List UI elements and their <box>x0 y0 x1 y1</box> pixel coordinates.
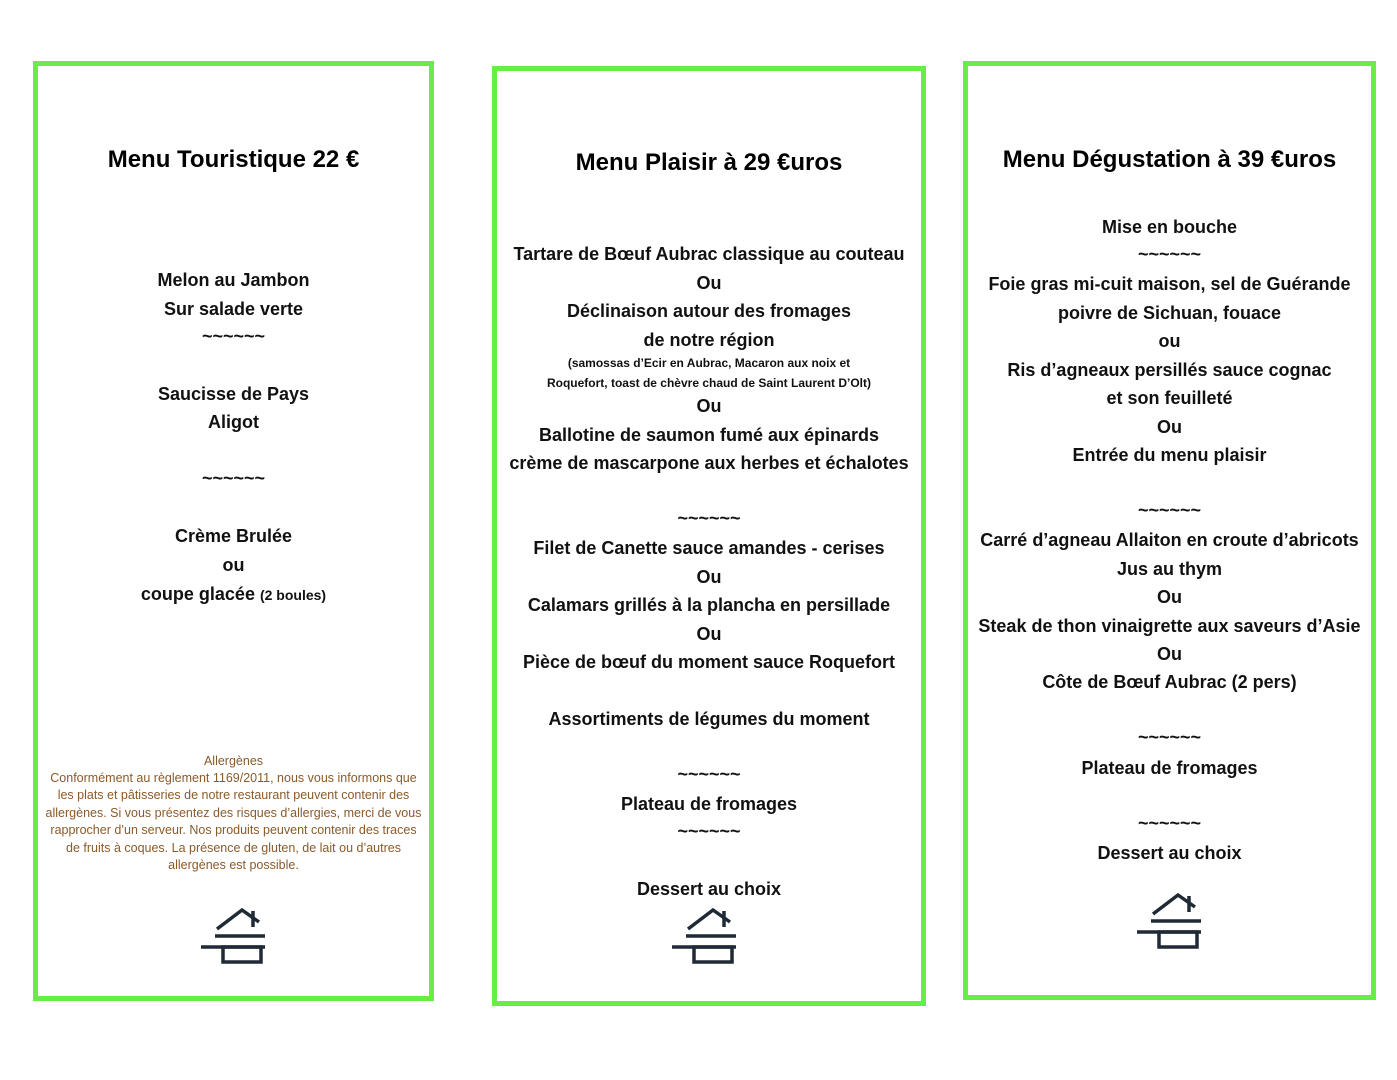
course-separator: ~~~~~~ <box>677 821 741 841</box>
menu-item: et son feuilleté <box>1106 388 1233 408</box>
menu-title: Menu Touristique 22 € <box>107 146 360 173</box>
menu-item: poivre de Sichuan, fouace <box>1057 303 1282 323</box>
menu-item: Aligot <box>208 412 259 432</box>
course-separator: ~~~~~~ <box>1137 727 1202 747</box>
menu-item: Dessert au choix <box>1097 843 1242 863</box>
course-separator: ~~~~~~ <box>677 764 741 784</box>
homemade-house-icon <box>199 905 271 965</box>
menu-item-note: Roquefort, toast de chèvre chaud de Saint Laurent D’Olt) <box>546 376 872 390</box>
menu-item: Ou <box>696 624 722 644</box>
menu-item: ou <box>1158 331 1181 351</box>
menu-item: Ou <box>1157 587 1182 607</box>
menu-item: Melon au Jambon <box>157 270 310 290</box>
course-separator: ~~~~~~ <box>201 326 266 346</box>
menu-item: Ou <box>1157 417 1182 437</box>
menu-item: Ballotine de saumon fumé aux épinards <box>538 425 880 445</box>
menu-item-note: (2 boules) <box>259 587 327 603</box>
menu-item: Sur salade verte <box>163 299 304 319</box>
menu-item: Dessert au choix <box>636 879 782 899</box>
menu-item: Crème Brulée <box>174 526 293 546</box>
menu-degustation-panel <box>963 61 1376 1000</box>
menu-plaisir-panel <box>492 66 926 1006</box>
menu-item: Assortiments de légumes du moment <box>548 709 870 729</box>
menu-item: Ou <box>696 396 722 416</box>
menu-item: ou <box>222 555 245 575</box>
menu-item: Saucisse de Pays <box>157 384 310 404</box>
menu-item: Entrée du menu plaisir <box>1072 445 1267 465</box>
menu-item-note: (samossas d’Ecir en Aubrac, Macaron aux noix et <box>567 356 851 370</box>
menu-item: Plateau de fromages <box>620 794 798 814</box>
menu-item: Côte de Bœuf Aubrac (2 pers) <box>1042 672 1297 692</box>
menu-title: Menu Dégustation à 39 €uros <box>1002 146 1337 173</box>
course-separator: ~~~~~~ <box>201 468 266 488</box>
menu-item: Déclinaison autour des fromages <box>566 301 852 321</box>
menu-item: Carré d’agneau Allaiton en croute d’abricots <box>980 530 1359 550</box>
menu-title: Menu Plaisir à 29 €uros <box>575 149 843 176</box>
allergen-notice: Conformément au règlement 1169/2011, nous vous informons que les plats et pâtisseries de notre restaurant peuvent contenir des allergènes. Si vous présentez des risques d’allergies, merci de vous rapprocher d’un serveur. Nos produits peuvent contenir des traces de fruits à coques. La présence de gluten, de lait ou d’autres allergènes est possible. <box>45 771 422 873</box>
menu-touristique-panel <box>33 61 434 1001</box>
menu-item: de notre région <box>643 330 775 350</box>
menu-item: Steak de thon vinaigrette aux saveurs d’Asie <box>978 616 1361 636</box>
course-separator: ~~~~~~ <box>1137 500 1202 520</box>
menu-item: Ou <box>1157 644 1182 664</box>
menu-item: Mise en bouche <box>1101 217 1238 237</box>
course-separator: ~~~~~~ <box>1137 813 1202 833</box>
menu-item <box>38 582 429 607</box>
homemade-house-icon <box>670 905 742 965</box>
menu-item: Jus au thym <box>1116 559 1223 579</box>
menu-item: Ou <box>696 567 722 587</box>
menu-item: Foie gras mi-cuit maison, sel de Guérande <box>988 274 1351 294</box>
menu-item: Filet de Canette sauce amandes - cerises <box>533 538 885 558</box>
course-separator: ~~~~~~ <box>677 508 741 528</box>
menu-item: Calamars grillés à la plancha en persillade <box>527 595 891 615</box>
course-separator: ~~~~~~ <box>1137 244 1202 264</box>
menu-item: Tartare de Bœuf Aubrac classique au couteau <box>513 244 905 264</box>
menu-item: Ris d’agneaux persillés sauce cognac <box>1007 360 1332 380</box>
homemade-house-icon <box>1135 890 1207 950</box>
allergen-title: Allergènes <box>203 754 264 768</box>
menu-item: Ou <box>696 273 722 293</box>
menu-item-name: coupe glacée <box>140 584 255 604</box>
menu-item: Pièce de bœuf du moment sauce Roquefort <box>522 652 896 672</box>
menu-item: Plateau de fromages <box>1081 758 1258 778</box>
menu-item: crème de mascarpone aux herbes et échalotes <box>509 453 909 473</box>
